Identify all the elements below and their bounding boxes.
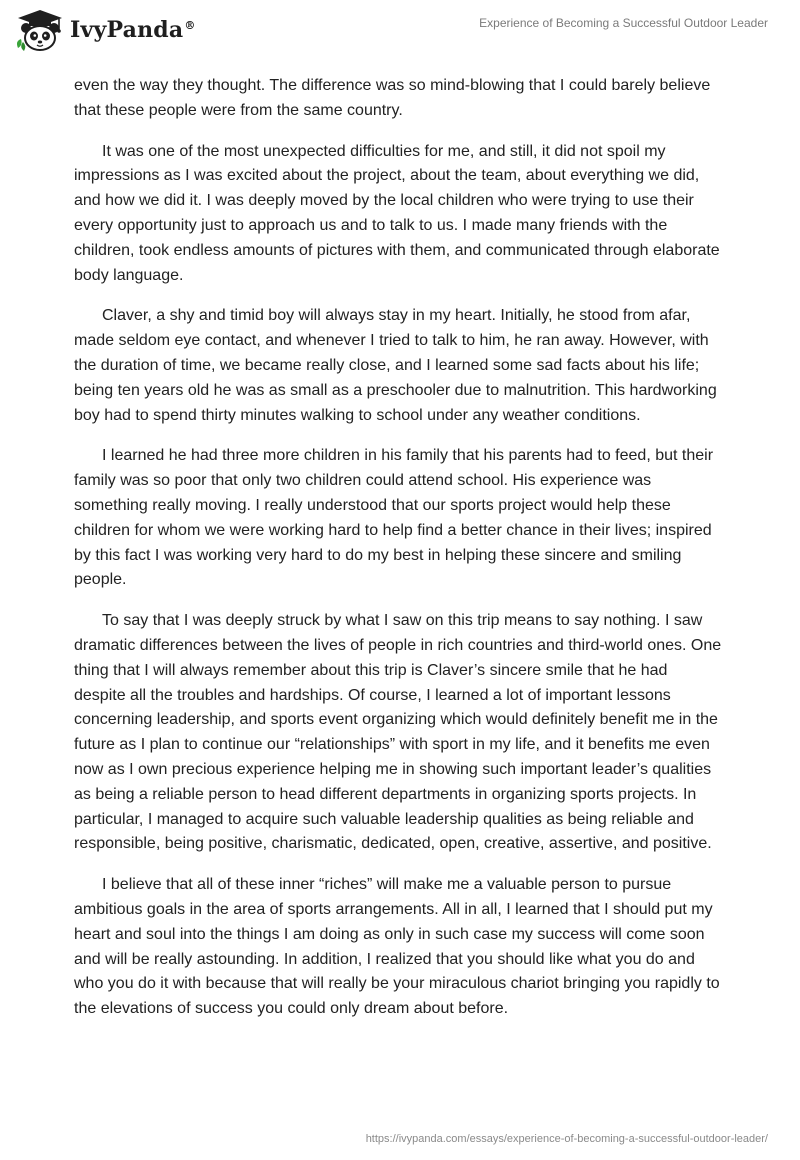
- paragraph: Claver, a shy and timid boy will always stay in my heart. Initially, he stood from afar, made seldom eye contact, and whenever I tried to talk to him, he ran away. However, with the duration of time, we became really close, and I learned some sad facts about his life; being ten years old he was as small as a preschooler due to malnutrition. This hardworking boy had to spend thirty minutes walking to school under any weather conditions.: [74, 307, 717, 424]
- panda-graduate-logo-icon: [14, 8, 66, 52]
- essay-body: [74, 74, 722, 1038]
- page-header: [0, 0, 800, 62]
- paragraph: I learned he had three more children in his family that his parents had to feed, but their family was so poor that only two children could attend school. His experience was something really moving. I really understood that our sports project would help these children for whom we were working hard to help find a better chance in their lives; inspired by this fact I was working very hard to do my best in helping these sincere and smiling people.: [74, 447, 714, 589]
- ivypanda-logo[interactable]: [14, 8, 196, 52]
- paragraph: even the way they thought. The difference was so mind-blowing that I could barely believe that these people were from the same country.: [74, 77, 711, 119]
- paragraph: To say that I was deeply struck by what I saw on this trip means to say nothing. I saw dramatic differences between the lives of people in rich countries and third-world ones. One thing that I will always remember about this trip is Claver’s sincere smile that he had despite all the troubles and hardships. Of course, I learned a lot of important lessons concerning leadership, and sports event organizing which would definitely benefit me in the future as I plan to continue our “relationships” with sport in my life, and it benefits me even now as I own precious experience helping me in showing such important leader’s qualities as being a reliable person to head different departments in organizing sports projects. In particular, I managed to acquire such valuable leadership qualities as being reliable and responsible, being positive, charismatic, dedicated, open, creative, assertive, and positive.: [74, 612, 722, 853]
- brand-name: IvyPanda®: [70, 17, 196, 43]
- document-title: Experience of Becoming a Successful Outdoor Leader: [479, 16, 768, 30]
- source-url[interactable]: https://ivypanda.com/essays/experience-of-becoming-a-successful-outdoor-leader/: [365, 1133, 768, 1145]
- paragraph: I believe that all of these inner “riches” will make me a valuable person to pursue ambitious goals in the area of sports arrangements. All in all, I learned that I should put my heart and soul into the things I am doing as only in such case my success will come soon and will be really astounding. In addition, I realized that you should like what you do and who you do it with because that will really be your miraculous chariot bringing you rapidly to the elevations of success you could only dream about before.: [74, 876, 720, 1018]
- paragraph: It was one of the most unexpected difficulties for me, and still, it did not spoil my impressions as I was excited about the project, about the team, about everything we did, and how we did it. I was deeply moved by the local children who were trying to use their every opportunity just to approach us and to talk to us. I made many friends with the children, took endless amounts of pictures with them, and communicated through elaborate body language.: [74, 142, 720, 284]
